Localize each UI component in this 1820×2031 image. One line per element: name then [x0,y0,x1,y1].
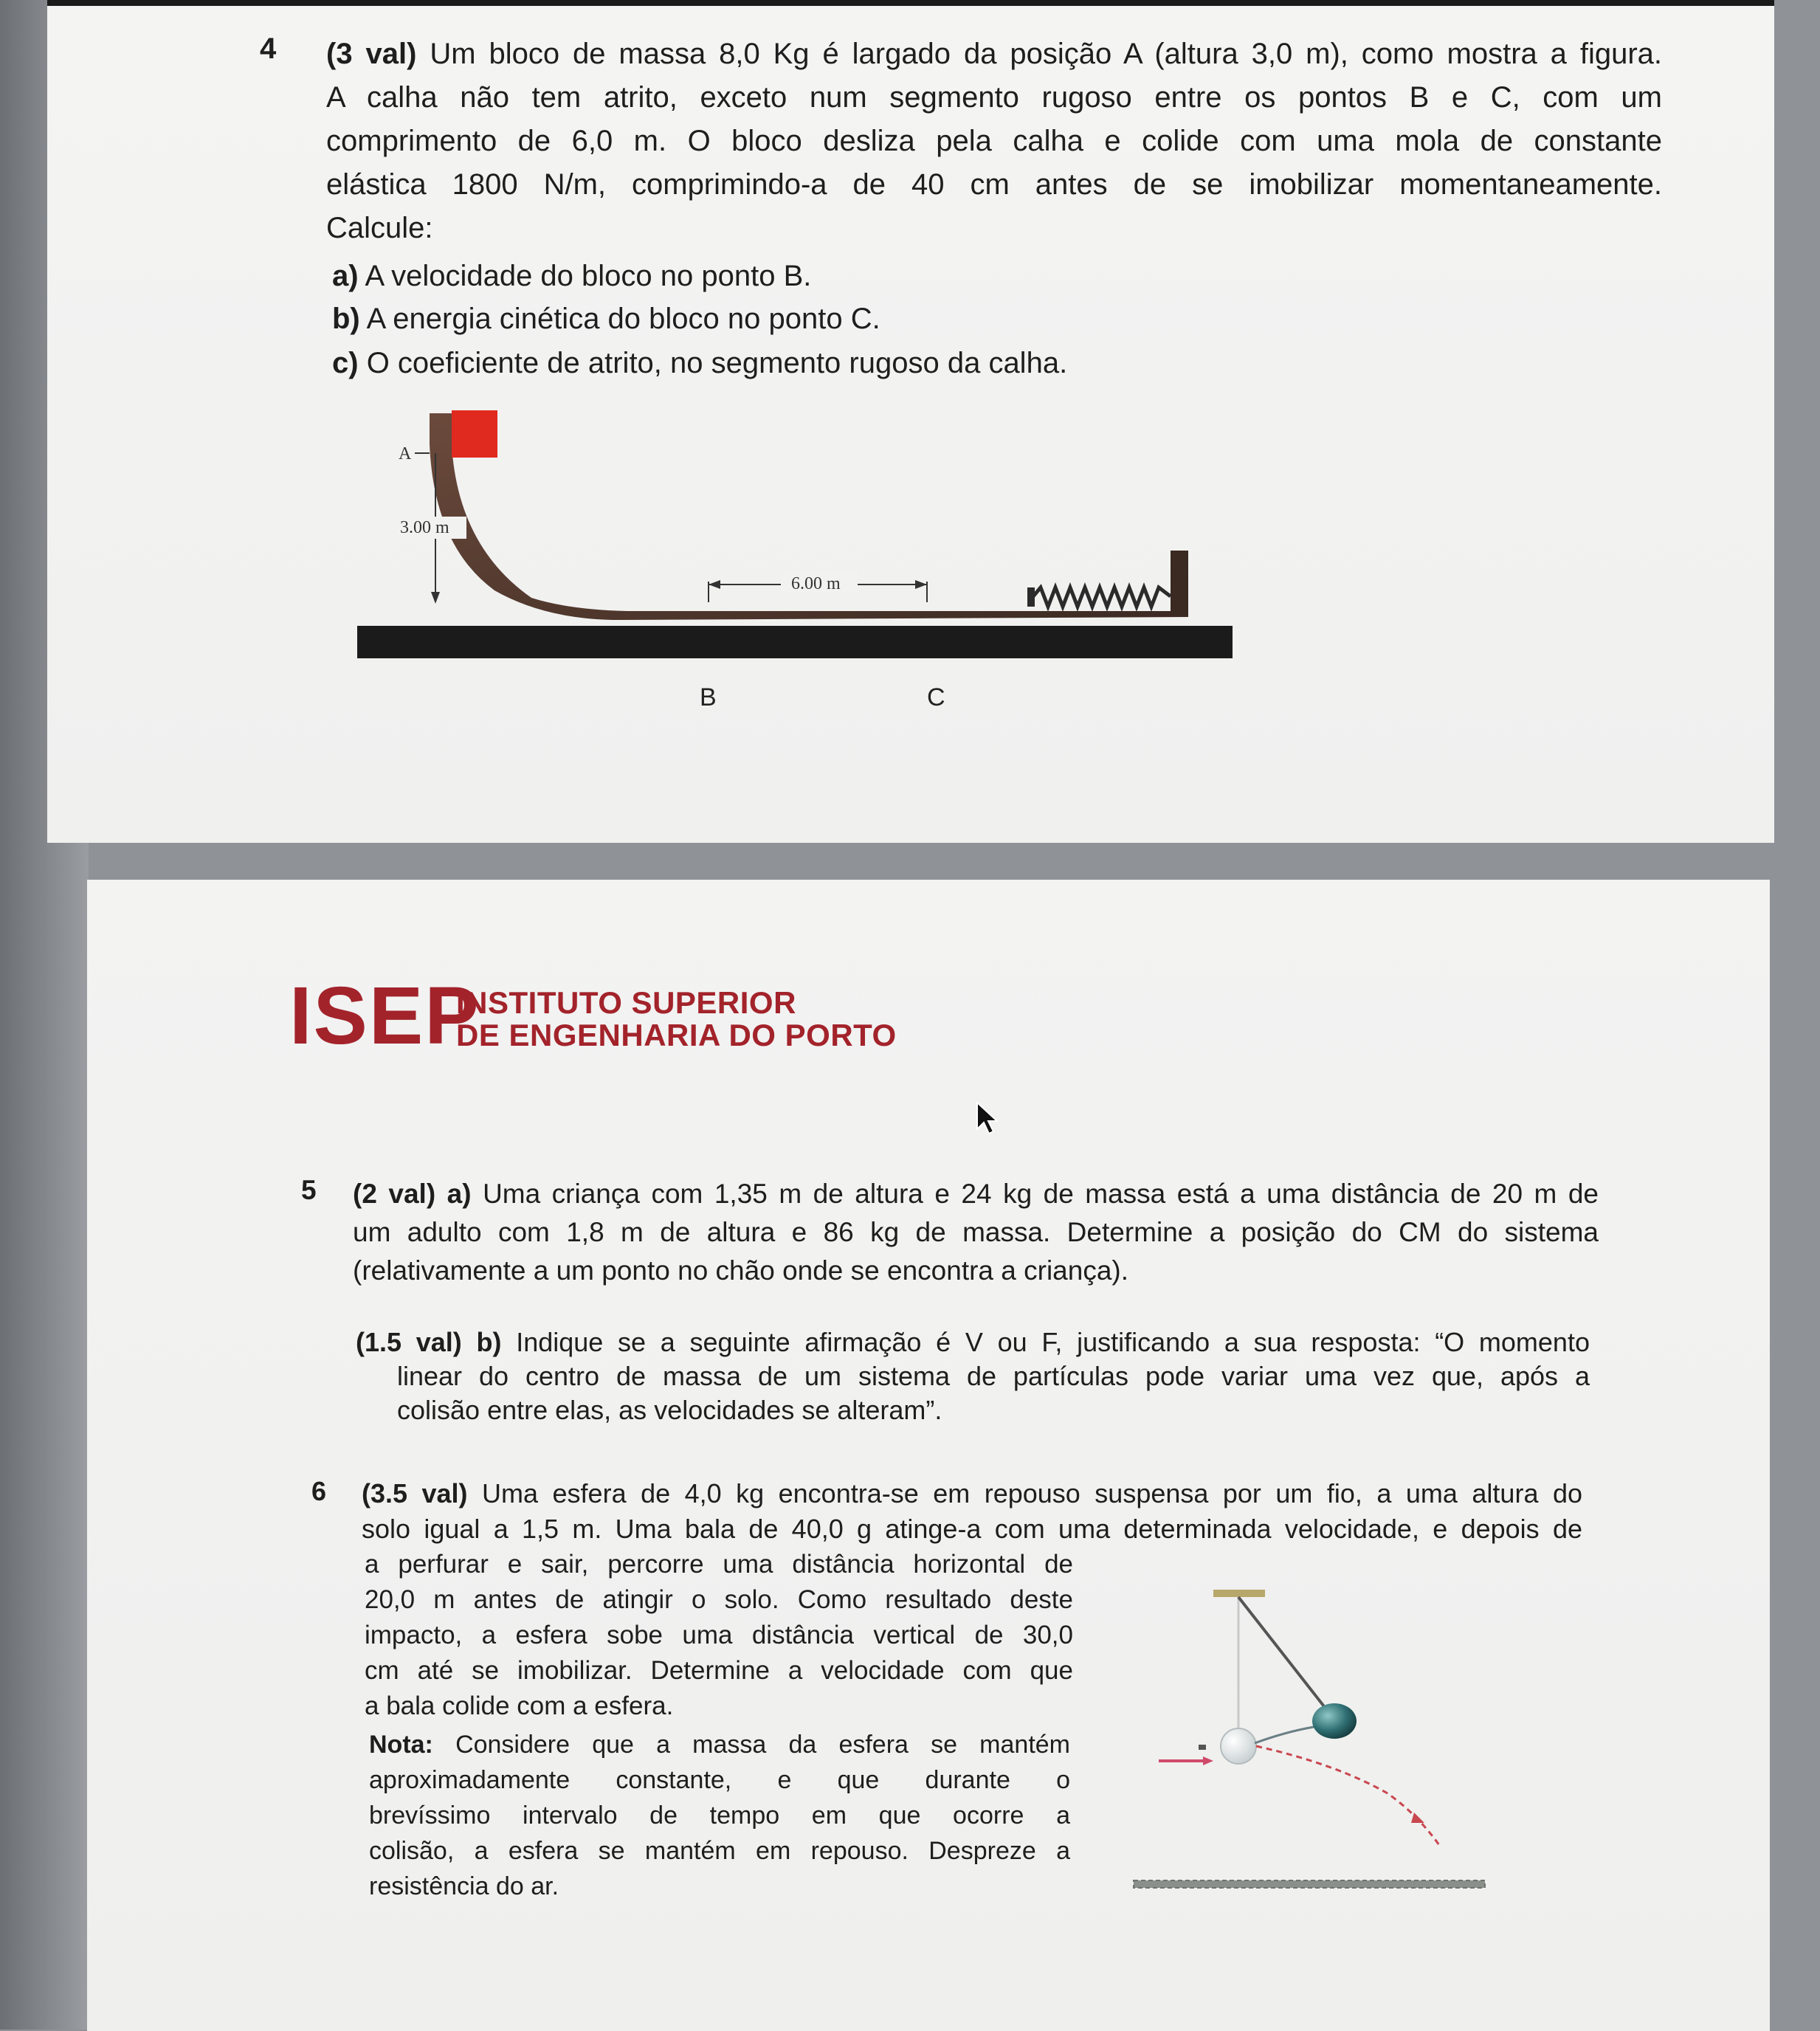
ground [1134,1880,1485,1888]
rest-sphere [1221,1728,1256,1764]
question-6-note-line-3: brevíssimo intervalo de tempo em que ocorre a [369,1801,1070,1830]
note-label: Nota: [369,1731,433,1759]
question-5-a-label: a) [447,1179,472,1209]
question-4-line-1 [326,32,1662,76]
isep-logo-line-1: INSTITUTO SUPERIOR [456,985,796,1020]
note-line-1-text: Considere que a massa da esfera se mantém [455,1731,1070,1759]
item-b-label: b) [332,303,360,335]
question-6-body [365,1547,1073,1724]
question-5-b-line-3: colisão entre elas, as velocidades se alteram”. [397,1395,942,1425]
question-5-b-line-2: linear do centro de massa de um sistema de partículas pode variar uma vez que, após a [397,1361,1590,1391]
label-c: C [927,683,945,711]
block [452,410,497,458]
question-5-a-line-1: Uma criança com 1,35 m de altura e 24 kg de massa está a uma distância de 20 m de [483,1179,1599,1209]
label-b: B [700,683,717,711]
page-top-edge [47,0,1774,6]
question-5-points: (2 val) [353,1179,436,1209]
question-6-note-line-1 [369,1727,1070,1762]
question-4-number: 4 [260,32,277,65]
question-6-note-line-4: colisão, a esfera se mantém em repouso. Despreze a [369,1837,1070,1865]
swung-sphere [1312,1703,1357,1739]
item-c-text: O coeficiente de atrito, no segmento rugoso da calha. [366,347,1068,379]
question-4-item-c [332,347,1067,380]
swung-string [1238,1597,1334,1720]
item-a-label: a) [332,260,359,292]
question-6-number: 6 [311,1476,327,1506]
question-6-points: (3.5 val) [362,1478,468,1508]
question-4-item-a [332,260,811,293]
question-4-line-2: A calha não tem atrito, exceto num segmento rugoso entre os pontos B e C, com um [326,81,1662,114]
question-5-line-1 [353,1175,1599,1213]
question-4-line-3: comprimento de 6,0 m. O bloco desliza pela calha e colide com uma mola de constante [326,125,1662,157]
wall [1171,551,1188,617]
isep-logo-line-2: DE ENGENHARIA DO PORTO [456,1018,897,1052]
question-5-b-points: (1.5 val) [356,1327,462,1357]
question-4-line-5: Calcule: [326,212,433,244]
ramp-spring-figure [347,399,1247,731]
question-6-body-line-4: cm até se imobilizar. Determine a velocidade com que [365,1656,1073,1685]
question-4-item-b [332,303,880,336]
question-6-body-line-2: 20,0 m antes de atingir o solo. Como resultado deste [365,1585,1073,1614]
question-5-b-line-1 [356,1325,1590,1359]
question-5-part-b [356,1325,1590,1427]
question-5-b-line-1-text: Indique se a seguinte afirmação é V ou F, justificando a sua resposta: “O momento [516,1327,1590,1357]
pendulum-support [1213,1590,1265,1597]
question-6-line-1 [362,1476,1582,1511]
pendulum-figure [1122,1579,1506,1904]
question-4-points: (3 val) [326,38,417,70]
question-5-line-3: (relativamente a um ponto no chão onde se encontra a criança). [353,1255,1129,1286]
question-6-note [369,1727,1070,1904]
question-6-body-line-1: a perfurar e sair, percorre uma distância horizontal de [365,1550,1073,1579]
question-6-line-2: solo igual a 1,5 m. Uma bala de 40,0 g atinge-a com uma determinada velocidade, e depois de [362,1514,1582,1544]
item-c-label: c) [332,347,359,379]
question-6-note-line-2: aproximadamente constante, e que durante o [369,1766,1070,1794]
question-6-note-line-5: resistência do ar. [369,1872,559,1900]
item-b-text: A energia cinética do bloco no ponto C. [366,303,880,335]
label-a: A [399,444,412,463]
question-4-line-4: elástica 1800 N/m, comprimindo-a de 40 cm antes de se imobilizar momentaneamente. [326,168,1662,201]
question-6-full-lines [362,1476,1582,1547]
height-label: 3.00 m [400,518,449,537]
question-6-line-1-text: Uma esfera de 4,0 kg encontra-se em repouso suspensa por um fio, a uma altura do [482,1478,1582,1508]
question-5-part-a [353,1175,1599,1290]
isep-logo-acronym: ISEP [289,970,480,1061]
mouse-cursor-icon [976,1101,1002,1137]
bullet [1199,1745,1206,1750]
ground-base [357,626,1233,658]
question-5-number: 5 [301,1175,317,1205]
question-5-b-label: b) [476,1327,502,1357]
item-a-text: A velocidade do bloco no ponto B. [365,260,812,292]
question-5-line-2: um adulto com 1,8 m de altura e 86 kg de massa. Determine a posição do CM do sistema [353,1217,1599,1247]
question-4-text [326,32,1662,250]
question-4-line-1-text: Um bloco de massa 8,0 Kg é largado da posição A (altura 3,0 m), como mostra a figura. [430,38,1662,70]
question-6-body-line-5: a bala colide com a esfera. [365,1692,674,1720]
spring [1033,587,1171,607]
question-6-body-line-3: impacto, a esfera sobe uma distância vertical de 30,0 [365,1621,1073,1649]
bullet-trajectory [1256,1746,1439,1845]
length-label: 6.00 m [791,574,841,593]
